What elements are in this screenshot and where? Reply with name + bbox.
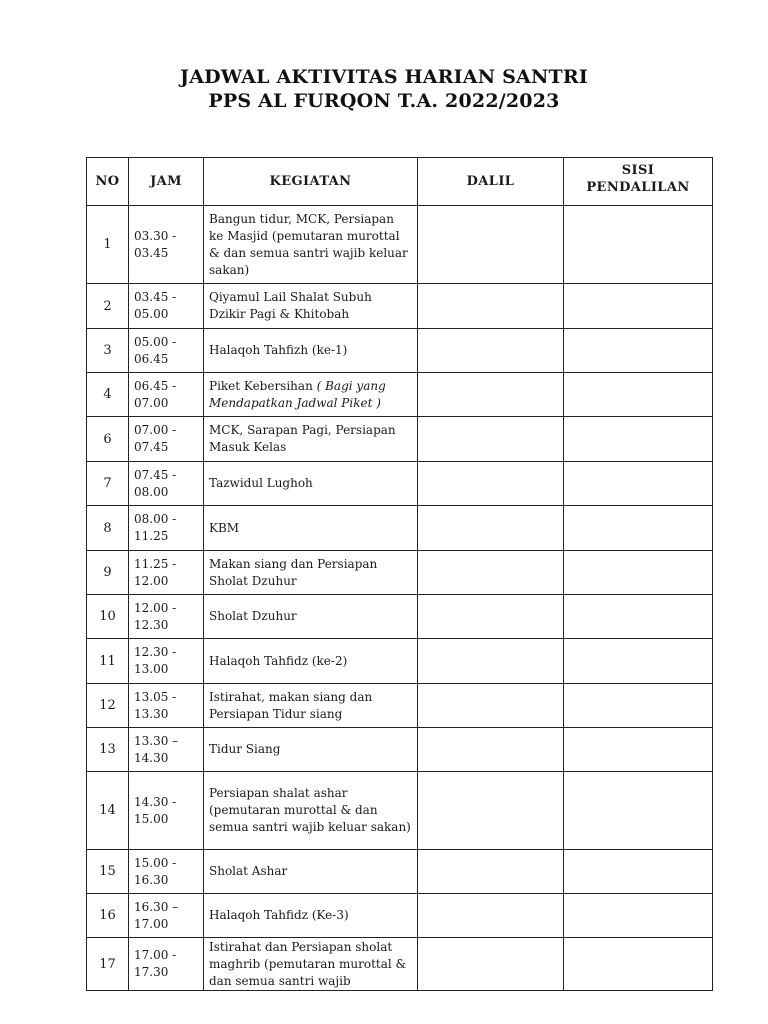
jam-start: 11.25 -: [134, 556, 177, 571]
kegiatan-text: Piket Kebersihan: [209, 378, 317, 393]
header-dalil: DALIL: [418, 158, 564, 206]
cell-dalil: [418, 329, 564, 373]
cell-no: 2: [87, 284, 129, 329]
cell-jam: [129, 639, 204, 684]
jam-start: 07.45 -: [134, 467, 177, 482]
cell-kegiatan: [204, 595, 418, 639]
cell-kegiatan: [204, 373, 418, 417]
kegiatan-text: Bangun tidur, MCK, Persiapan ke Masjid (pemutaran murottal & dan semua santri wajib keluar sakan): [209, 211, 408, 277]
cell-no: 13: [87, 728, 129, 772]
cell-kegiatan: [204, 551, 418, 595]
cell-jam: [129, 684, 204, 728]
cell-no: 14: [87, 772, 129, 850]
jam-start: 03.45 -: [134, 290, 177, 304]
cell-jam: [129, 551, 204, 595]
kegiatan-text: Qiyamul Lail Shalat Subuh Dzikir Pagi & Khitobah: [209, 290, 372, 321]
cell-kegiatan: [204, 894, 418, 938]
jam-end: 08.00: [134, 484, 169, 499]
table-row: [87, 894, 713, 938]
kegiatan-text: Sholat Ashar: [209, 864, 288, 878]
header-sisi-line2: PENDALILAN: [586, 179, 690, 195]
cell-sisi-pendalilan: [564, 329, 713, 373]
kegiatan-note: ( Bagi yang Mendapatkan Jadwal Piket ): [209, 378, 386, 410]
cell-kegiatan: [204, 728, 418, 772]
jam-start: 13.05 -: [134, 689, 177, 704]
jam-end: 14.30: [134, 750, 169, 765]
cell-jam: [129, 772, 204, 850]
cell-sisi-pendalilan: [564, 373, 713, 417]
jam-start: 15.00 -: [134, 855, 177, 870]
cell-kegiatan: [204, 938, 418, 991]
kegiatan-text: Halaqoh Tahfizh (ke-1): [209, 343, 348, 357]
cell-sisi-pendalilan: [564, 462, 713, 506]
cell-jam: [129, 938, 204, 991]
kegiatan-text: MCK, Sarapan Pagi, Persiapan Masuk Kelas: [209, 423, 396, 454]
table-row: [87, 284, 713, 329]
cell-sisi-pendalilan: [564, 938, 713, 991]
cell-no: 9: [87, 551, 129, 595]
kegiatan-text: Halaqoh Tahfidz (ke-2): [209, 653, 348, 668]
cell-dalil: [418, 728, 564, 772]
cell-kegiatan: [204, 772, 418, 850]
cell-dalil: [418, 938, 564, 991]
cell-sisi-pendalilan: [564, 728, 713, 772]
cell-no: 17: [87, 938, 129, 991]
header-no: NO: [87, 158, 129, 206]
table-row: [87, 850, 713, 894]
jam-start: 06.45 -: [134, 378, 177, 393]
table-row: [87, 684, 713, 728]
cell-jam: [129, 506, 204, 551]
kegiatan-text: Tidur Siang: [209, 742, 281, 756]
table-row: [87, 551, 713, 595]
cell-no: 11: [87, 639, 129, 684]
jam-start: 05.00 -: [134, 334, 177, 349]
kegiatan-text: Persiapan shalat ashar (pemutaran murottal & dan semua santri wajib keluar sakan): [209, 786, 411, 834]
cell-dalil: [418, 206, 564, 284]
jam-end: 17.30: [134, 965, 169, 979]
jam-end: 12.30: [134, 617, 169, 632]
document-title: JADWAL AKTIVITAS HARIAN SANTRI: [180, 66, 588, 88]
jam-end: 16.30: [134, 872, 169, 887]
cell-dalil: [418, 373, 564, 417]
jam-end: 07.45: [134, 440, 169, 454]
table-row: [87, 772, 713, 850]
cell-sisi-pendalilan: [564, 417, 713, 462]
header-kegiatan: KEGIATAN: [204, 158, 418, 206]
cell-no: 1: [87, 206, 129, 284]
jam-start: 12.00 -: [134, 600, 177, 615]
cell-jam: [129, 595, 204, 639]
jam-end: 13.30: [134, 706, 169, 721]
cell-no: 12: [87, 684, 129, 728]
cell-dalil: [418, 894, 564, 938]
cell-no: 4: [87, 373, 129, 417]
cell-kegiatan: [204, 639, 418, 684]
cell-dalil: [418, 772, 564, 850]
cell-dalil: [418, 506, 564, 551]
cell-sisi-pendalilan: [564, 684, 713, 728]
cell-jam: [129, 417, 204, 462]
cell-sisi-pendalilan: [564, 551, 713, 595]
cell-kegiatan: [204, 329, 418, 373]
cell-sisi-pendalilan: [564, 894, 713, 938]
cell-no: 10: [87, 595, 129, 639]
jam-end: 07.00: [134, 395, 169, 410]
kegiatan-text: Makan siang dan Persiapan Sholat Dzuhur: [209, 556, 378, 588]
cell-sisi-pendalilan: [564, 772, 713, 850]
jam-start: 08.00 -: [134, 512, 177, 526]
cell-kegiatan: [204, 506, 418, 551]
table-row: [87, 206, 713, 284]
table-row: [87, 938, 713, 991]
cell-jam: [129, 373, 204, 417]
cell-jam: [129, 894, 204, 938]
cell-dalil: [418, 684, 564, 728]
jam-start: 16.30 –: [134, 899, 179, 914]
table-row: [87, 595, 713, 639]
cell-no: 6: [87, 417, 129, 462]
table-row: [87, 639, 713, 684]
kegiatan-text: Tazwidul Lughoh: [209, 476, 313, 490]
cell-no: 16: [87, 894, 129, 938]
cell-jam: [129, 284, 204, 329]
jam-start: 03.30 -: [134, 228, 177, 243]
cell-sisi-pendalilan: [564, 639, 713, 684]
cell-sisi-pendalilan: [564, 206, 713, 284]
jam-start: 07.00 -: [134, 423, 177, 437]
cell-sisi-pendalilan: [564, 850, 713, 894]
kegiatan-text: KBM: [209, 520, 240, 535]
table-header-row: [87, 158, 713, 206]
cell-kegiatan: [204, 284, 418, 329]
kegiatan-text: Istirahat dan Persiapan sholat maghrib (pemutaran murottal & dan semua santri wajib: [209, 940, 407, 988]
jam-end: 13.00: [134, 662, 169, 676]
cell-kegiatan: [204, 417, 418, 462]
cell-no: 7: [87, 462, 129, 506]
schedule-table: [86, 157, 713, 991]
cell-jam: [129, 329, 204, 373]
jam-start: 13.30 –: [134, 733, 179, 748]
table-row: [87, 373, 713, 417]
cell-dalil: [418, 417, 564, 462]
cell-kegiatan: [204, 684, 418, 728]
cell-dalil: [418, 551, 564, 595]
header-sisi-line1: SISI: [621, 162, 655, 178]
document-subtitle: PPS AL FURQON T.A. 2022/2023: [208, 90, 560, 112]
cell-no: 8: [87, 506, 129, 551]
jam-end: 03.45: [134, 245, 169, 260]
cell-dalil: [418, 462, 564, 506]
kegiatan-text: Halaqoh Tahfidz (Ke-3): [209, 908, 349, 922]
table-body: [87, 206, 713, 991]
kegiatan-text: Istirahat, makan siang dan Persiapan Tidur siang: [209, 689, 373, 721]
header-jam: JAM: [129, 158, 204, 206]
cell-dalil: [418, 595, 564, 639]
jam-end: 17.00: [134, 916, 169, 931]
header-sisi-pendalilan: [564, 158, 713, 206]
table-row: [87, 728, 713, 772]
jam-end: 11.25: [134, 529, 169, 543]
jam-start: 12.30 -: [134, 645, 177, 659]
table-row: [87, 506, 713, 551]
cell-kegiatan: [204, 206, 418, 284]
cell-kegiatan: [204, 850, 418, 894]
cell-sisi-pendalilan: [564, 506, 713, 551]
cell-sisi-pendalilan: [564, 284, 713, 329]
cell-no: 15: [87, 850, 129, 894]
jam-end: 06.45: [134, 351, 169, 366]
table-row: [87, 329, 713, 373]
cell-sisi-pendalilan: [564, 595, 713, 639]
cell-jam: [129, 462, 204, 506]
jam-end: 15.00: [134, 811, 169, 826]
jam-start: 14.30 -: [134, 794, 177, 809]
jam-end: 05.00: [134, 307, 169, 321]
kegiatan-text: Sholat Dzuhur: [209, 609, 297, 623]
table-row: [87, 462, 713, 506]
jam-end: 12.00: [134, 573, 169, 588]
cell-dalil: [418, 639, 564, 684]
cell-dalil: [418, 850, 564, 894]
cell-kegiatan: [204, 462, 418, 506]
cell-dalil: [418, 284, 564, 329]
cell-jam: [129, 206, 204, 284]
jam-start: 17.00 -: [134, 948, 177, 962]
cell-jam: [129, 728, 204, 772]
cell-jam: [129, 850, 204, 894]
cell-no: 3: [87, 329, 129, 373]
table-row: [87, 417, 713, 462]
